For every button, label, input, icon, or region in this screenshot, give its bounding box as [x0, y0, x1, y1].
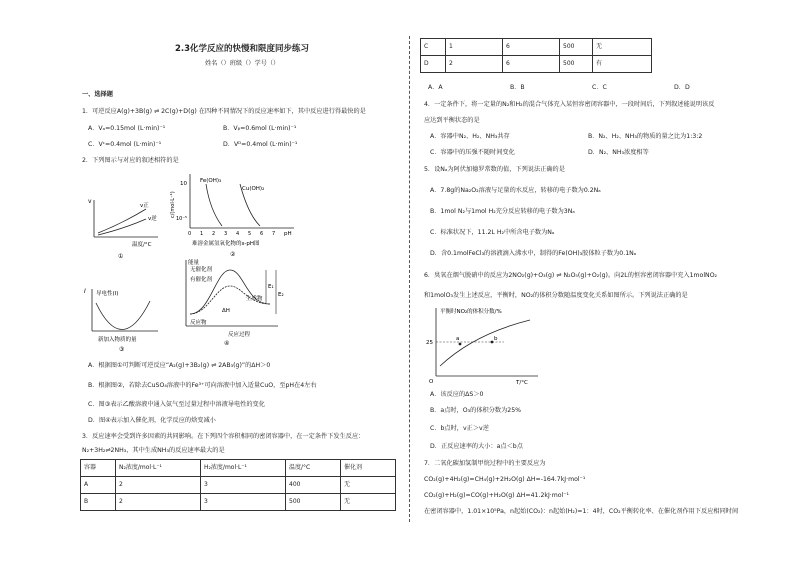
q6-curve [440, 320, 530, 366]
table-cell: B [81, 494, 116, 511]
fig2-s1: Fe(OH)₃ [200, 178, 222, 184]
q6-graph [426, 304, 546, 386]
fig4-l1: 无催化剂 [190, 267, 213, 273]
table-cell: 500 [286, 494, 341, 511]
table-cell: A [81, 477, 116, 494]
q1-option-b[interactable]: B．Vᵦ=0.6mol (L·min)⁻¹ [223, 125, 297, 132]
table-cell: 500 [560, 39, 593, 56]
fig2-xlabel: pH [284, 231, 292, 237]
fig2-xtick: 4 [236, 231, 240, 237]
table-cell: 无 [341, 494, 396, 511]
fig2-y-mid: 10⁻⁵ [176, 216, 188, 222]
q3-option-a[interactable]: A．A [428, 84, 443, 91]
fig2-curve-fe [206, 184, 222, 226]
fig3-ylabel: 导电性(I) [96, 291, 119, 297]
fig2-s2: Cu(OH)₂ [242, 186, 265, 192]
q2-stem: 2．下列图示与对应的叙述相符的是 [82, 157, 179, 164]
fig1-num: ① [118, 253, 124, 260]
q6-origin: O [429, 379, 434, 385]
fig4-xlabel: 反应过程 [228, 332, 251, 338]
fig4-product: 生成物 [246, 296, 263, 302]
table-cell: 有 [593, 56, 652, 73]
q3-table-left [80, 459, 396, 511]
fig3-curve [96, 301, 150, 330]
table-row [81, 477, 396, 494]
fig4-e2: E₂ [278, 292, 284, 298]
q5-option-b[interactable]: B．1mol N₂与1mol H₂充分反应转移的电子数为3Nₐ [430, 208, 575, 215]
table-cell: 6 [503, 56, 560, 73]
table-header: 温度/°C [286, 460, 341, 477]
table-row [421, 56, 652, 73]
fig1-curve-reverse [98, 219, 146, 235]
table-header: 催化剂 [341, 460, 396, 477]
page-title: 2.3化学反应的快慢和限度同步练习 [175, 44, 310, 54]
q6-xlabel: T/°C [516, 380, 528, 386]
figure-2 [170, 170, 300, 258]
q5-stem: 5．设Nₐ为阿伏加德罗常数的值，下列说法正确的是 [424, 166, 565, 173]
fig2-caption: 难溶金属氢氧化物的s-pH图 [192, 241, 260, 247]
fig1-curve-forward [98, 209, 146, 233]
fig4-l2: 有催化剂 [190, 277, 213, 283]
table-header: H₂浓度/mol·L⁻¹ [201, 460, 286, 477]
fig2-xtick: 7 [272, 231, 276, 237]
q5-option-a[interactable]: A．7.8g的Na₂O₂溶液与足量的水反应，转移的电子数为0.2Nₐ [430, 187, 601, 194]
fig2-xticks [188, 231, 275, 237]
q6-option-b[interactable]: B．a点时，O₃的体积分数为25% [430, 407, 522, 414]
q2-option-c[interactable]: C．图③表示乙酸溶液中通入氨气至过量过程中溶液导电性的变化 [88, 401, 265, 408]
q5-option-c[interactable]: C．标准状况下，11.2L H₂中所含电子数为Nₐ [430, 229, 555, 236]
fig2-num: ② [230, 251, 236, 258]
fig2-y-top: 10 [180, 181, 187, 187]
figure-1 [88, 195, 163, 260]
q6-point-a [459, 343, 462, 346]
fig2-xtick: 3 [224, 231, 228, 237]
table-cell: D [421, 56, 446, 73]
q1-option-a[interactable]: A．Vₐ=0.15mol (L·min)⁻¹ [88, 125, 166, 132]
fig4-dh: ΔH [222, 308, 230, 314]
table-cell: 400 [286, 477, 341, 494]
table-cell: C [421, 39, 446, 56]
table-row [421, 39, 652, 56]
q7-reaction-2: CO₂(g)+H₂(g)=CO(g)+H₂O(g) ΔH=41.2kJ·mol⁻¹ [424, 492, 570, 499]
left-column [80, 0, 402, 562]
fig2-xtick: 1 [200, 231, 204, 237]
table-cell: 6 [503, 39, 560, 56]
table-row [81, 494, 396, 511]
q6-stem-1: 6．臭氧在烟气脱硝中的反应为2NO₂(g)+O₃(g) ⇌ N₂O₅(g)+O₂(g)。向2L的恒容密闭容器中充入1molNO₂ [424, 272, 718, 279]
fig1-v-label: v [88, 198, 92, 205]
q3-table-right [420, 38, 652, 73]
q1-option-c[interactable]: C．Vᶜ=0.4mol (L·min)⁻¹ [88, 141, 162, 148]
q3-stem-1: 3．反应速率会受到许多因素的共同影响。在下列四个容积相同的密闭容器中，在一定条件下发生反应： [82, 433, 365, 440]
column-divider [409, 36, 410, 522]
figure-4 [180, 256, 285, 346]
q6-point-a-label: a [456, 336, 460, 342]
q6-point-b [491, 341, 494, 344]
fig4-energy: 能量 [188, 260, 200, 266]
table-header-row [81, 460, 396, 477]
fig2-ylabel: c/(mol·L⁻¹) [170, 191, 176, 218]
q5-option-d[interactable]: D．含0.1molFeCl₃的溶液滴入沸水中，制得的Fe(OH)₃胶体粒子数为0.1Nₐ [430, 250, 637, 257]
student-info: 姓名（）班级（）学号（） [205, 60, 280, 67]
table-cell: 无 [341, 477, 396, 494]
q3-option-b[interactable]: B．B [510, 84, 525, 91]
table-cell: 3 [201, 494, 286, 511]
table-cell: 500 [560, 56, 593, 73]
q4-stem-2: 应达到平衡状态的是 [424, 117, 480, 124]
fig4-e1: E₁ [268, 284, 274, 290]
q4-option-b[interactable]: B．N₂、H₂、NH₃的物质的量之比为1:3:2 [588, 133, 703, 140]
q6-option-d[interactable]: D．正反应速率的大小：a点＜b点 [430, 443, 523, 450]
fig4-num: ④ [224, 340, 230, 346]
fig2-xtick: 5 [248, 231, 252, 237]
table-cell: 2 [116, 477, 201, 494]
right-column [420, 0, 766, 562]
q3-option-d[interactable]: D．D [674, 84, 690, 91]
q6-option-c[interactable]: C．b点时，v正＞v逆 [430, 425, 489, 432]
q4-option-a[interactable]: A．容器中N₂、H₂、NH₃共存 [430, 133, 510, 140]
q1-option-d[interactable]: D．Vᴰ=0.4mol (L·min)⁻¹ [223, 141, 298, 148]
fig2-xtick: 6 [260, 231, 264, 237]
q4-option-d[interactable]: D．N₂、NH₃浓度相等 [588, 149, 649, 156]
table-cell: 2 [446, 56, 503, 73]
fig3-xlabel: 新加入物质的量 [98, 337, 137, 343]
q2-option-a[interactable]: A．根据图①可判断可逆反应“A₂(g)+3B₂(g) ⇌ 2AB₃(g)”的ΔH＞0 [88, 362, 271, 369]
q6-stem-2: 和1molO₃发生上述反应，平衡时，NO₂的体积分数随温度变化关系如图所示。下列说法正确的是 [424, 292, 688, 299]
q4-stem-1: 4．一定条件下，将一定量的N₂和H₂的混合气体充入某恒容密闭容器中，一段时间后，下列叙述能说明该反 [424, 101, 715, 108]
q2-option-d[interactable]: D．图④表示加入催化剂，化学反应的焓变减小 [88, 417, 216, 424]
fig2-xtick: 2 [212, 231, 216, 237]
q1-stem: 1．可逆反应A(g)+3B(g) ⇌ 2C(g)+D(g) 在四种不同情况下的反应速率如下，其中反应进行得最快的是 [82, 108, 366, 115]
q7-stem: 7．二氧化碳加氢制甲烷过程中的主要反应为 [424, 460, 546, 467]
fig1-v1: v正 [140, 203, 149, 209]
q2-option-b[interactable]: B．根据图②，若除去CuSO₄溶液中的Fe³⁺可向溶液中加入适量CuO，至pH在4左右 [88, 382, 317, 389]
fig4-reactant: 反应物 [190, 320, 207, 326]
table-cell: 3 [201, 477, 286, 494]
q4-option-c[interactable]: C．容器中的压强不随时间变化 [430, 149, 515, 156]
fig3-num: ③ [119, 346, 125, 353]
q6-ylabel: 平衡时NO₂的体积分数/% [440, 309, 502, 315]
q6-ytick: 25 [426, 340, 433, 346]
q3-option-c[interactable]: C．C [592, 84, 607, 91]
figure-3 [84, 283, 174, 353]
section-heading: 一、选择题 [82, 91, 113, 98]
fig3-i-label: I [84, 288, 86, 295]
fig1-xlabel: 温度/°C [132, 242, 152, 248]
q6-point-b-label: b [494, 336, 498, 342]
q6-option-a[interactable]: A．该反应的ΔS＞0 [430, 391, 484, 398]
fig2-xtick: 0 [188, 231, 192, 237]
fig1-v2: v逆 [148, 216, 157, 222]
table-cell: 无 [593, 39, 652, 56]
table-header: 容器 [81, 460, 116, 477]
table-header: N₂浓度/mol·L⁻¹ [116, 460, 201, 477]
q3-stem-2: N₂+3H₂⇌2NH₃，其中生成NH₃的反应速率最大的是 [82, 447, 225, 454]
q7-reaction-1: CO₂(g)+4H₂(g)=CH₄(g)+2H₂O(g) ΔH=-164.7kJ·mol⁻¹ [424, 476, 586, 483]
table-cell: 2 [116, 494, 201, 511]
table-cell: 1 [446, 39, 503, 56]
q7-condition: 在密闭容器中，1.01×10⁵Pa，n起始(CO₂)：n起始(H₂)=1：4时，CO₂平衡转化率、在催化剂作用下反应相同时间 [424, 508, 739, 515]
